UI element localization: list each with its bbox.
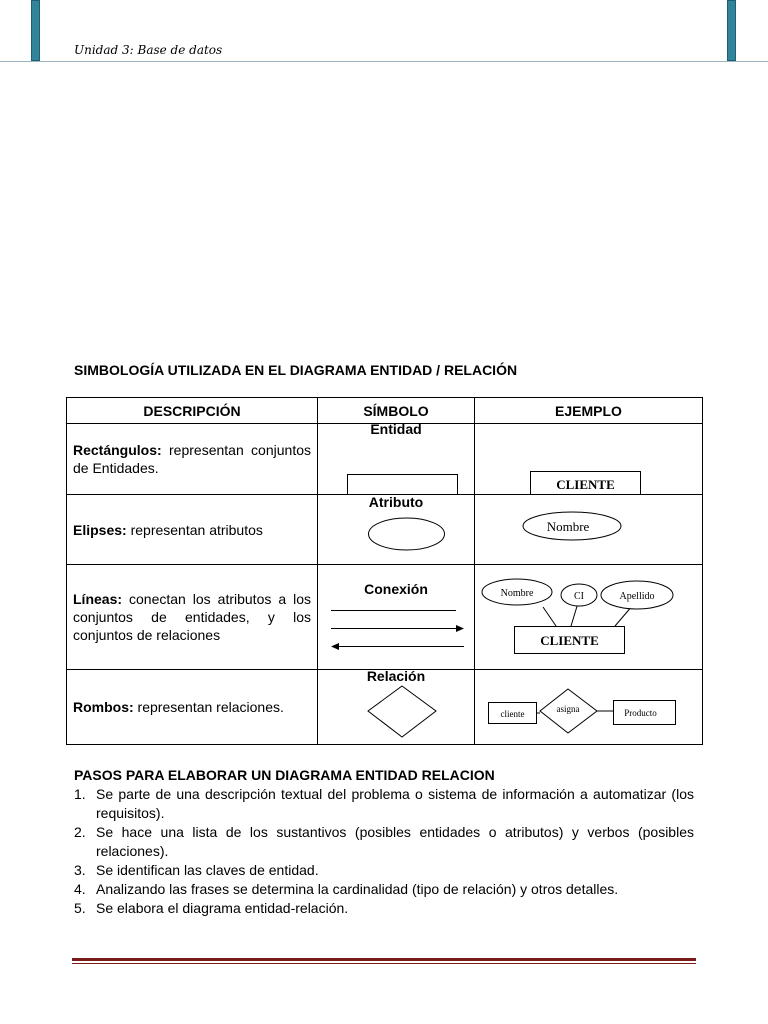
step-text: Se identifican las claves de entidad. (96, 862, 319, 878)
header-divider (0, 61, 768, 62)
steps-list (74, 785, 694, 918)
example-relation-left: cliente (500, 709, 525, 719)
example-attribute-label: Nombre (546, 519, 590, 534)
step-number: 1. (74, 786, 86, 802)
footer-divider-thick (72, 958, 696, 961)
table-row (67, 565, 703, 670)
symbol-label: Entidad (370, 421, 422, 437)
symbol-label: Conexión (364, 581, 428, 597)
symbol-cell (318, 421, 475, 495)
step-number: 3. (74, 862, 86, 878)
table-row (67, 670, 703, 745)
step-number: 2. (74, 824, 86, 840)
attribute-example-diagram (475, 495, 703, 564)
desc-cell (67, 670, 318, 745)
example-relation-label: asigna (556, 704, 580, 714)
list-item (74, 880, 694, 899)
header-bar-right (727, 0, 736, 61)
step-text: Analizando las frases se determina la cardinalidad (tipo de relación) y otros detalles. (96, 881, 619, 897)
example-attr-nombre: Nombre (500, 588, 534, 599)
symbol-cell (318, 565, 475, 670)
list-item (74, 823, 694, 861)
symbol-label: Relación (366, 668, 426, 684)
list-item (74, 861, 694, 880)
step-number: 4. (74, 881, 86, 897)
example-cell (475, 495, 703, 565)
desc-cell (67, 495, 318, 565)
step-text: Se parte de una descripción textual del problema o sistema de información a automatizar (los requisitos). (96, 786, 694, 821)
connection-example-diagram (475, 565, 703, 669)
section-title: SIMBOLOGÍA UTILIZADA EN EL DIAGRAMA ENTIDAD / RELACIÓN (74, 362, 518, 378)
example-cell (475, 424, 703, 495)
step-number: 5. (74, 900, 86, 916)
symbol-label: Atributo (368, 494, 424, 510)
example-entity-label: CLIENTE (540, 633, 599, 648)
desc-term: Elipses: (73, 521, 127, 538)
desc-text: representan atributos (126, 521, 263, 538)
entity-example-diagram (475, 424, 703, 494)
header-bar-left (31, 0, 40, 61)
header-ejemplo: EJEMPLO (475, 398, 703, 424)
desc-term: Rombos: (73, 699, 134, 715)
table-row (67, 495, 703, 565)
table-row (67, 424, 703, 495)
desc-text: conectan los atributos a los conjuntos de entidades, y los conjuntos de relaciones (73, 591, 311, 643)
example-attr-apellido: Apellido (619, 591, 655, 602)
example-attr-ci: CI (574, 591, 584, 602)
desc-term: Rectángulos: (73, 442, 162, 458)
desc-cell (67, 424, 318, 495)
page-header-title: Unidad 3: Base de datos (74, 43, 223, 57)
example-cell (475, 670, 703, 745)
header-descripcion: DESCRIPCIÓN (67, 398, 318, 424)
relation-example-diagram (475, 670, 703, 744)
symbology-table (66, 397, 703, 745)
list-item (74, 899, 694, 918)
steps-title: PASOS PARA ELABORAR UN DIAGRAMA ENTIDAD RELACION (74, 767, 495, 783)
steps-section (74, 766, 694, 918)
table-header-row (67, 398, 703, 424)
example-relation-right: Producto (624, 708, 657, 718)
example-cell (475, 565, 703, 670)
desc-text: representan relaciones. (133, 699, 284, 715)
footer-divider-thin (72, 963, 696, 964)
step-text: Se elabora el diagrama entidad-relación. (96, 900, 349, 916)
symbol-cell (318, 670, 475, 745)
example-entity-label: CLIENTE (556, 477, 615, 492)
desc-cell (67, 565, 318, 670)
list-item (74, 785, 694, 823)
step-text: Se hace una lista de los sustantivos (posibles entidades o atributos) y verbos (posibles relaciones). (96, 824, 694, 859)
desc-text: representan conjuntos de Entidades. (73, 442, 311, 476)
header-simbolo: SÍMBOLO (318, 398, 475, 424)
desc-term: Líneas: (73, 591, 123, 607)
symbol-cell (318, 495, 475, 565)
